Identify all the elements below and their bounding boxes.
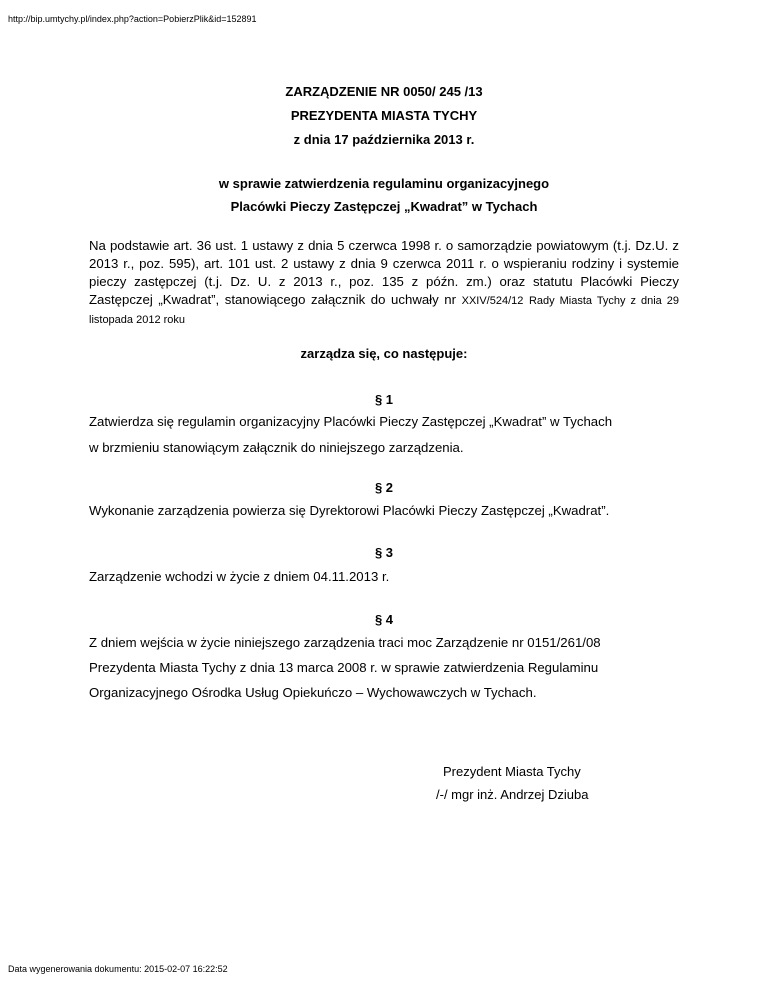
subject-line-2: Placówki Pieczy Zastępczej „Kwadrat” w Tychach — [230, 199, 538, 214]
section-4-line-1: Z dniem wejścia w życie niniejszego zarządzenia traci moc Zarządzenie nr 0151/261/08 — [89, 635, 601, 650]
section-2-heading: § 2 — [374, 480, 394, 495]
preamble — [89, 237, 679, 329]
section-3-heading: § 3 — [374, 545, 394, 560]
section-3-line-1: Zarządzenie wchodzi w życie z dniem 04.11.2013 r. — [89, 569, 390, 584]
decree-line: zarządza się, co następuje: — [300, 346, 468, 361]
signature-title: Prezydent Miasta Tychy — [443, 764, 581, 779]
preamble-text: Na podstawie art. 36 ust. 1 ustawy z dnia 5 czerwca 1998 r. o samorządzie powiatowym (t.j. Dz.U. z 2013 r., poz. 595), art. 101 ust. 2 ustawy z dnia 9 czerwca 2011 r. o wspieraniu rodziny i systemie pieczy zastępczej (t.j. Dz. U. z 2013 r., poz. 135 z późn. zm.) oraz statutu Placówki Pieczy Zastępczej „Kwadrat”, stanowiącego załącznik do uchwały nr — [89, 238, 679, 307]
document-issuer: PREZYDENTA MIASTA TYCHY — [290, 108, 478, 123]
source-url[interactable]: http://bip.umtychy.pl/index.php?action=PobierzPlik&id=152891 — [8, 14, 257, 24]
preamble-resolution-date: Rady Miasta Tychy z dnia 29 listopada 2012 roku — [89, 295, 680, 326]
preamble-resolution-number: XXIV/524/12 — [461, 295, 524, 307]
signature-name: /-/ mgr inż. Andrzej Dziuba — [436, 787, 589, 802]
section-2-line-1: Wykonanie zarządzenia powierza się Dyrektorowi Placówki Pieczy Zastępczej „Kwadrat”. — [89, 503, 610, 518]
generation-date: Data wygenerowania dokumentu: 2015-02-07 16:22:52 — [8, 964, 228, 974]
section-4-line-2: Prezydenta Miasta Tychy z dnia 13 marca 2008 r. w sprawie zatwierdzenia Regulaminu — [89, 660, 599, 675]
section-1-line-2: w brzmieniu stanowiącym załącznik do niniejszego zarządzenia. — [89, 440, 464, 455]
subject-line-1: w sprawie zatwierdzenia regulaminu organizacyjnego — [218, 176, 550, 191]
section-4-heading: § 4 — [374, 612, 394, 627]
document-date: z dnia 17 października 2013 r. — [293, 132, 475, 147]
section-1-heading: § 1 — [374, 392, 394, 407]
section-1-line-1: Zatwierdza się regulamin organizacyjny Placówki Pieczy Zastępczej „Kwadrat” w Tychach — [89, 414, 613, 429]
document-title: ZARZĄDZENIE NR 0050/ 245 /13 — [285, 84, 483, 99]
section-4-line-3: Organizacyjnego Ośrodka Usług Opiekuńczo – Wychowawczych w Tychach. — [89, 685, 537, 700]
